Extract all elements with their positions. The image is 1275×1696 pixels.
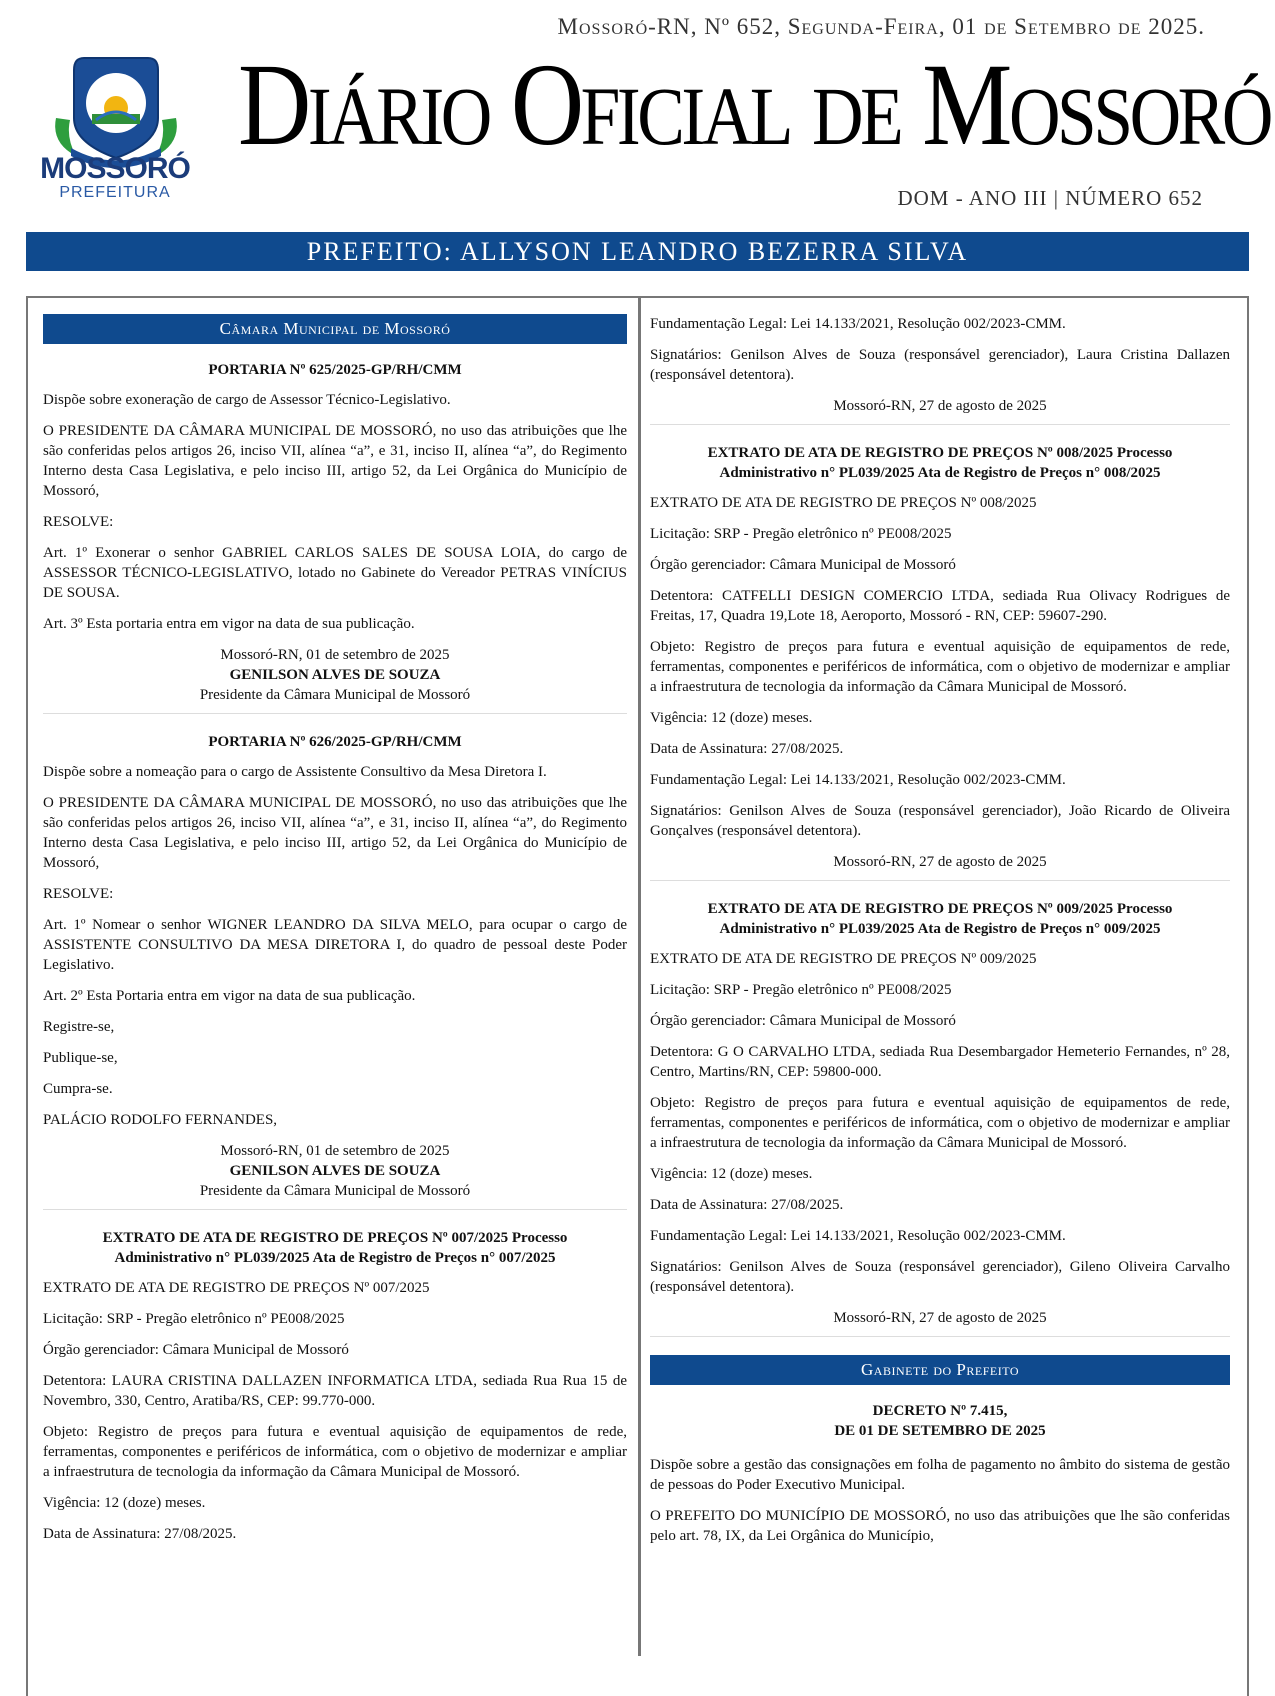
- extrato-009-signatarios: Signatários: Genilson Alves de Souza (responsável gerenciador), Gileno Oliveira Carvalho (responsável detentora).: [650, 1259, 1230, 1295]
- separator: [650, 1336, 1230, 1337]
- extrato-008-title-line1: EXTRATO DE ATA DE REGISTRO DE PREÇOS Nº 008/2025 Processo: [707, 445, 1173, 461]
- extrato-007-detentora: Detentora: LAURA CRISTINA DALLAZEN INFORMATICA LTDA, sediada Rua Rua 15 de Novembro, 330, Centro, Aratiba/RS, CEP: 99.770-000.: [43, 1373, 627, 1409]
- separator: [43, 1209, 627, 1210]
- portaria-626-palacio: PALÁCIO RODOLFO FERNANDES,: [43, 1112, 278, 1128]
- extrato-009-date: Mossoró-RN, 27 de agosto de 2025: [833, 1310, 1047, 1326]
- logo-subtitle: PREFEITURA: [59, 184, 171, 201]
- extrato-007-vigencia: Vigência: 12 (doze) meses.: [43, 1495, 206, 1511]
- portaria-626-cumpra: Cumpra-se.: [43, 1081, 113, 1097]
- portaria-625-date: Mossoró-RN, 01 de setembro de 2025: [220, 647, 450, 663]
- decreto-title-line2: DE 01 DE SETEMBRO DE 2025: [834, 1423, 1046, 1439]
- portaria-626-resolve: RESOLVE:: [43, 886, 114, 902]
- extrato-007-orgao: Órgão gerenciador: Câmara Municipal de Mossoró: [43, 1342, 349, 1358]
- extrato-008-date: Mossoró-RN, 27 de agosto de 2025: [833, 854, 1047, 870]
- extrato-007-licitacao: Licitação: SRP - Pregão eletrônico nº PE008/2025: [43, 1311, 345, 1327]
- extrato-009-vigencia: Vigência: 12 (doze) meses.: [650, 1166, 813, 1182]
- extrato-007-title: [43, 1228, 627, 1268]
- logo-wordmark: MOSSORÓ: [40, 152, 190, 185]
- masthead-title: Diário Oficial de Mossoró: [238, 39, 1270, 170]
- section-header-gabinete: Gabinete do Prefeito: [650, 1355, 1230, 1385]
- left-column: [43, 314, 627, 1555]
- right-column: [650, 314, 1230, 1557]
- decreto-preamble: O PREFEITO DO MUNICÍPIO DE MOSSORÓ, no uso das atribuições que lhe são conferidas pelo art. 78, IX, da Lei Orgânica do Município,: [650, 1508, 1230, 1544]
- extrato-009-detentora: Detentora: G O CARVALHO LTDA, sediada Rua Desembargador Hemeterio Fernandes, nº 28, Centro, Martins/RN, CEP: 59800-000.: [650, 1044, 1230, 1080]
- extrato-007-title-line2: Administrativo n° PL039/2025 Ata de Registro de Preços n° 007/2025: [114, 1250, 556, 1266]
- portaria-626-ementa: Dispõe sobre a nomeação para o cargo de Assistente Consultivo da Mesa Diretora I.: [43, 764, 547, 780]
- portaria-625-signer: GENILSON ALVES DE SOUZA: [229, 667, 441, 683]
- extrato-009-title-line1: EXTRATO DE ATA DE REGISTRO DE PREÇOS Nº 009/2025 Processo: [707, 901, 1173, 917]
- edition-number: DOM - ANO III | NÚMERO 652: [897, 186, 1203, 210]
- extrato-009-orgao: Órgão gerenciador: Câmara Municipal de Mossoró: [650, 1013, 956, 1029]
- extrato-008-fundamentacao: Fundamentação Legal: Lei 14.133/2021, Resolução 002/2023-CMM.: [650, 772, 1066, 788]
- portaria-626-title: PORTARIA Nº 626/2025-GP/RH/CMM: [208, 734, 462, 750]
- decreto-title-line1: DECRETO Nº 7.415,: [872, 1403, 1008, 1419]
- separator: [43, 713, 627, 714]
- portaria-626-art1: Art. 1º Nomear o senhor WIGNER LEANDRO DA SILVA MELO, para ocupar o cargo de ASSISTENTE CONSULTIVO DA MESA DIRETORA I, do quadro de pessoal deste Poder Legislativo.: [43, 917, 627, 973]
- portaria-626-publique: Publique-se,: [43, 1050, 118, 1066]
- extrato-008-detentora: Detentora: CATFELLI DESIGN COMERCIO LTDA, sediada Rua Olivacy Rodrigues de Freitas, 17, Quadra 19,Lote 18, Aeroporto, Mossoró - RN, CEP: 59607-290.: [650, 588, 1230, 624]
- extrato-008-licitacao: Licitação: SRP - Pregão eletrônico nº PE008/2025: [650, 526, 952, 542]
- extrato-008-heading: EXTRATO DE ATA DE REGISTRO DE PREÇOS Nº 008/2025: [650, 495, 1037, 511]
- extrato-007-assinatura: Data de Assinatura: 27/08/2025.: [43, 1526, 237, 1542]
- extrato-007-objeto: Objeto: Registro de preços para futura e eventual aquisição de equipamentos de rede, ferramentas, componentes e periféricos de informática, com o objetivo de modernizar e ampliar a infraestrutura de tecnologia da informação da Câmara Municipal de Mossoró.: [43, 1424, 627, 1480]
- portaria-626-preamble: O PRESIDENTE DA CÂMARA MUNICIPAL DE MOSSORÓ, no uso das atribuições que lhe são conferidas pelos artigos 26, inciso VII, alínea “a”, e 31, inciso II, alínea “a”, do Regimento Interno desta Casa Legislativa, e pelo inciso III, artigo 52, da Lei Orgânica do Município de Mossoró,: [43, 795, 627, 871]
- prefeito-banner: PREFEITO: ALLYSON LEANDRO BEZERRA SILVA: [26, 232, 1249, 271]
- decreto-ementa: Dispõe sobre a gestão das consignações em folha de pagamento no âmbito do sistema de gestão de pessoas do Poder Executivo Municipal.: [650, 1457, 1230, 1493]
- extrato-008-title-line2: Administrativo n° PL039/2025 Ata de Registro de Preços n° 008/2025: [719, 465, 1161, 481]
- separator: [650, 880, 1230, 881]
- portaria-626-date: Mossoró-RN, 01 de setembro de 2025: [220, 1143, 450, 1159]
- extrato-007-date: Mossoró-RN, 27 de agosto de 2025: [833, 398, 1047, 414]
- portaria-626-art2: Art. 2º Esta Portaria entra em vigor na data de sua publicação.: [43, 988, 416, 1004]
- extrato-008-signatarios: Signatários: Genilson Alves de Souza (responsável gerenciador), João Ricardo de Oliveira Gonçalves (responsável detentora).: [650, 803, 1230, 839]
- extrato-008-orgao: Órgão gerenciador: Câmara Municipal de Mossoró: [650, 557, 956, 573]
- portaria-626-registre: Registre-se,: [43, 1019, 115, 1035]
- extrato-007-title-line1: EXTRATO DE ATA DE REGISTRO DE PREÇOS Nº 007/2025 Processo: [102, 1230, 568, 1246]
- extrato-007-fundamentacao: Fundamentação Legal: Lei 14.133/2021, Resolução 002/2023-CMM.: [650, 316, 1066, 332]
- portaria-625-resolve: RESOLVE:: [43, 514, 114, 530]
- column-divider: [638, 296, 641, 1656]
- portaria-625-preamble: O PRESIDENTE DA CÂMARA MUNICIPAL DE MOSSORÓ, no uso das atribuições que lhe são conferidas pelos artigos 26, inciso VII, alínea “a”, e 31, inciso II, alínea “a”, do Regimento Interno desta Casa Legislativa, e pelo inciso III, artigo 52, da Lei Orgânica do Município de Mossoró,: [43, 423, 627, 499]
- extrato-009-objeto: Objeto: Registro de preços para futura e eventual aquisição de equipamentos de rede, ferramentas, componentes e periféricos de informática, com o objetivo de modernizar e ampliar a infraestrutura de tecnologia da informação da Câmara Municipal de Mossoró.: [650, 1095, 1230, 1151]
- extrato-009-fundamentacao: Fundamentação Legal: Lei 14.133/2021, Resolução 002/2023-CMM.: [650, 1228, 1066, 1244]
- portaria-626-role: Presidente da Câmara Municipal de Mossoró: [199, 1183, 471, 1199]
- portaria-626-signer: GENILSON ALVES DE SOUZA: [229, 1163, 441, 1179]
- separator: [650, 424, 1230, 425]
- portaria-625-ementa: Dispõe sobre exoneração de cargo de Assessor Técnico-Legislativo.: [43, 392, 451, 408]
- decreto-title: [650, 1401, 1230, 1441]
- portaria-625-title: PORTARIA Nº 625/2025-GP/RH/CMM: [208, 362, 462, 378]
- portaria-625-art1: Art. 1º Exonerar o senhor GABRIEL CARLOS SALES DE SOUSA LOIA, do cargo de ASSESSOR TÉCNICO-LEGISLATIVO, lotado no Gabinete do Vereador PETRAS VINÍCIUS DE SOUSA.: [43, 545, 627, 601]
- extrato-008-vigencia: Vigência: 12 (doze) meses.: [650, 710, 813, 726]
- extrato-007-heading: EXTRATO DE ATA DE REGISTRO DE PREÇOS Nº 007/2025: [43, 1280, 430, 1296]
- extrato-009-title: [650, 899, 1230, 939]
- extrato-007-signatarios: Signatários: Genilson Alves de Souza (responsável gerenciador), Laura Cristina Dallazen (responsável detentora).: [650, 347, 1230, 383]
- extrato-009-title-line2: Administrativo n° PL039/2025 Ata de Registro de Preços n° 009/2025: [719, 921, 1161, 937]
- extrato-009-heading: EXTRATO DE ATA DE REGISTRO DE PREÇOS Nº 009/2025: [650, 951, 1037, 967]
- portaria-625-role: Presidente da Câmara Municipal de Mossoró: [199, 687, 471, 703]
- dateline: Mossoró-RN, Nº 652, Segunda-Feira, 01 de Setembro de 2025.: [557, 14, 1205, 39]
- extrato-008-title: [650, 443, 1230, 483]
- extrato-008-objeto: Objeto: Registro de preços para futura e eventual aquisição de equipamentos de rede, ferramentas, componentes e periféricos de informática, com o objetivo de modernizar e ampliar a infraestrutura de tecnologia da informação da Câmara Municipal de Mossoró.: [650, 639, 1230, 695]
- extrato-009-licitacao: Licitação: SRP - Pregão eletrônico nº PE008/2025: [650, 982, 952, 998]
- extrato-008-assinatura: Data de Assinatura: 27/08/2025.: [650, 741, 844, 757]
- portaria-625-art3: Art. 3º Esta portaria entra em vigor na data de sua publicação.: [43, 616, 415, 632]
- section-header-camara: Câmara Municipal de Mossoró: [43, 314, 627, 344]
- extrato-009-assinatura: Data de Assinatura: 27/08/2025.: [650, 1197, 844, 1213]
